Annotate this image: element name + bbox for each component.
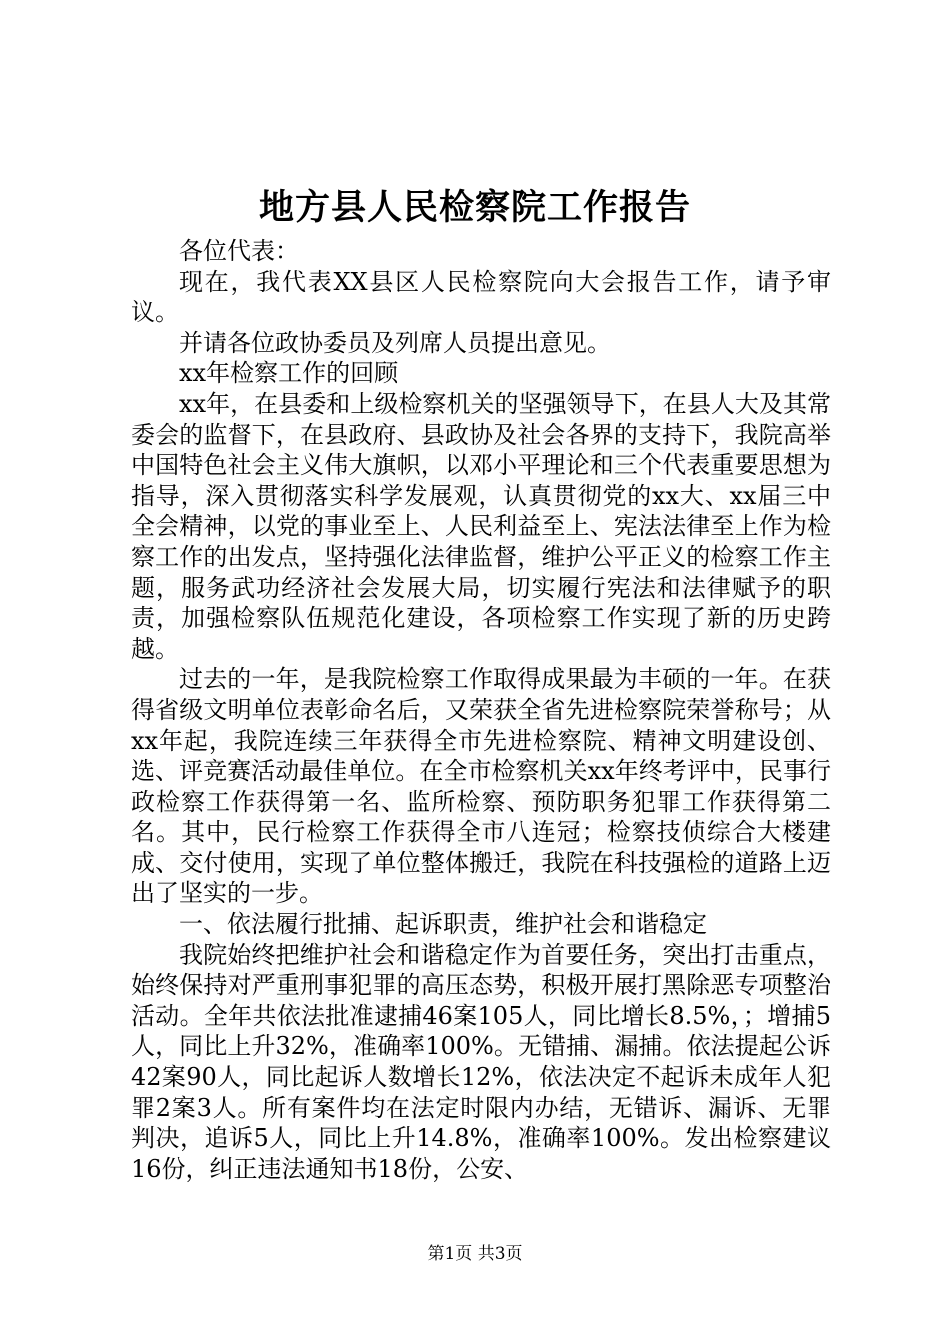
section-heading-review: xx年检察工作的回顾 bbox=[179, 359, 399, 388]
section-heading-one: 一、依法履行批捕、起诉职责，维护社会和谐稳定 bbox=[179, 910, 707, 939]
paragraph-salutation: 各位代表： bbox=[179, 237, 299, 265]
document-body bbox=[131, 236, 831, 1184]
paragraph-section-one: 我院始终把维护社会和谐稳定作为首要任务，突出打击重点，始终保持对严重刑事犯罪的高压态势，积极开展打黑除恶专项整治活动。全年共依法批准逮捕46案105人，同比增长8.5%，；增捕5人，同比上升32%，准确率100%。无错捕、漏捕。依法提起公诉42案90人，同比起诉人数增长12%，依法决定不起诉未成年人犯罪2案3人。所有案件均在法定时限内办结，无错诉、漏诉、无罪判决，追诉5人，同比上升14.8%，准确率100%。发出检察建议16份，纠正违法通知书18份，公安、 bbox=[131, 940, 831, 1183]
paragraph-review: xx年，在县委和上级检察机关的坚强领导下，在县人大及其常委会的监督下，在县政府、县政协及社会各界的支持下，我院高举中国特色社会主义伟大旗帜，以邓小平理论和三个代表重要思想为指导，深入贯彻落实科学发展观，认真贯彻党的xx大、xx届三中全会精神，以党的事业至上、人民利益至上、宪法法律至上作为检察工作的出发点，坚持强化法律监督，维护公平正义的检察工作主题，服务武功经济社会发展大局，切实履行宪法和法律赋予的职责，加强检察队伍规范化建设，各项检察工作实现了新的历史跨越。 bbox=[131, 389, 831, 663]
paragraph-request: 并请各位政协委员及列席人员提出意见。 bbox=[179, 328, 611, 357]
paragraph-achievements: 过去的一年，是我院检察工作取得成果最为丰硕的一年。在获得省级文明单位表彰命名后，又荣获全省先进检察院荣誉称号；从xx年起，我院连续三年获得全市先进检察院、精神文明建设创、选、评竞赛活动最佳单位。在全市检察机关xx年终考评中，民事行政检察工作获得第一名、监所检察、预防职务犯罪工作获得第二名。其中，民行检察工作获得全市八连冠；检察技侦综合大楼建成、交付使用，实现了单位整体搬迁，我院在科技强检的道路上迈出了坚实的一步。 bbox=[131, 665, 831, 908]
document-title: 地方县人民检察院工作报告 bbox=[258, 187, 691, 228]
paragraph-opening: 现在，我代表XX县区人民检察院向大会报告工作，请予审议。 bbox=[131, 267, 831, 327]
page-footer: 第1页 共3页 bbox=[427, 1244, 523, 1264]
